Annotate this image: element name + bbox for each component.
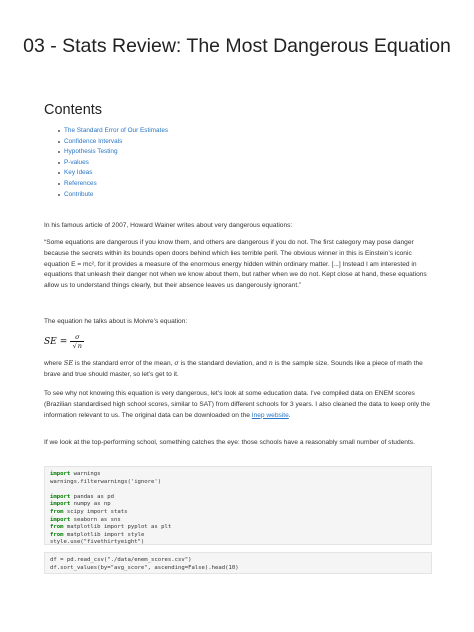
text-span: is the standard error of the mean, — [73, 360, 175, 367]
code-keyword: from — [50, 524, 64, 531]
moivre-equation — [44, 331, 84, 353]
intro-paragraph: In his famous article of 2007, Howard Wainer writes about very dangerous equations: — [44, 222, 293, 229]
code-keyword: import — [50, 516, 71, 523]
toc-link-references[interactable]: References — [64, 179, 168, 190]
code-line — [50, 524, 426, 532]
inep-website-link[interactable]: Inep website — [251, 411, 289, 419]
code-line — [50, 494, 426, 502]
code-line — [50, 565, 426, 573]
code-line — [50, 501, 426, 509]
equation-fraction — [70, 333, 84, 351]
code-text: matplotlib import pyplot as plt — [63, 524, 172, 531]
code-text — [50, 486, 53, 492]
code-text: df.sort_values(by="avg_score", ascending=False).head(10) — [50, 564, 239, 571]
code-cell-imports[interactable] — [44, 466, 432, 545]
toc-link-contribute[interactable]: Contribute — [64, 190, 168, 201]
text-span: is the standard deviation, and — [178, 360, 269, 367]
code-line — [50, 557, 426, 565]
equation-explanation-paragraph — [44, 358, 436, 381]
wainer-quote: “Some equations are dangerous if you know them, and others are dangerous if you do not. The first category may pose danger because the secrets within its bounds open doors behind which lies terrible peril. The obvious winner in this is Einstein’s iconic equation E = mc², for it provides a measure of the enormous energy hidden within ordinary matter. [...] Instead I am interested in equations that unleash their danger not when we know about them, but rather when we do not. Kept close at hand, these equations allow us to understand things clearly, but their absence leaves us dangerously ignorant.” — [44, 239, 427, 290]
code-line — [50, 517, 426, 525]
toc-link-hypothesis-testing[interactable]: Hypothesis Testing — [64, 147, 168, 158]
code-keyword: import — [50, 493, 71, 500]
code-text: matplotlib import style — [63, 531, 145, 538]
equation-equals: = — [59, 337, 68, 347]
text-span: . — [288, 411, 291, 419]
math-se: SE — [63, 359, 74, 367]
code-text: seaborn as sns — [70, 516, 121, 523]
code-keyword: import — [50, 501, 71, 508]
code-line — [50, 471, 426, 479]
code-line — [50, 479, 426, 487]
radicand: n — [77, 342, 82, 350]
text-span: To see why not knowing this equation is very dangerous, let’s look at some education data. I’ve compiled data on ENEM scores (Brazilian standardised high school scores, similar to SAT) from different schools for 3 years. I also cleaned the data to keep only the information relevant to us. The original data can be downloaded on the — [44, 390, 431, 419]
toc-link-standard-error[interactable]: The Standard Error of Our Estimates — [64, 126, 168, 137]
code-keyword: from — [50, 531, 64, 538]
code-line — [50, 486, 426, 494]
contents-heading: Contents — [44, 102, 103, 118]
math-sigma: σ — [174, 359, 179, 367]
toc-link-p-values[interactable]: P-values — [64, 158, 168, 169]
radical-sign: √ — [72, 342, 77, 350]
text-span: is the sample size. Sounds like a piece of math the brave and true should master, so let’s get to it. — [44, 360, 423, 378]
equation-denominator — [73, 342, 82, 351]
equation-lhs: SE — [44, 337, 57, 347]
toc-link-key-ideas[interactable]: Key Ideas — [64, 168, 168, 179]
code-cell-load-data[interactable] — [44, 552, 432, 574]
top-school-paragraph: If we look at the top-performing school, something catches the eye: those schools have a reasonably small number of students. — [44, 439, 415, 446]
code-text: warnings — [70, 471, 101, 477]
code-text: pandas as pd — [70, 493, 114, 500]
code-text: numpy as np — [70, 501, 111, 508]
toc-link-confidence-intervals[interactable]: Confidence Intervals — [64, 137, 168, 148]
equation-intro-paragraph: The equation he talks about is Moivre’s equation: — [44, 318, 188, 325]
page-title: 03 - Stats Review: The Most Dangerous Equation — [23, 35, 451, 57]
table-of-contents — [64, 126, 168, 200]
equation-numerator: σ — [75, 333, 80, 341]
code-keyword: import — [50, 471, 71, 477]
code-text: scipy import stats — [63, 508, 128, 515]
code-text: style.use("fivethirtyeight") — [50, 539, 145, 546]
math-n: n — [268, 359, 273, 367]
code-line — [50, 532, 426, 540]
code-text: df = pd.read_csv("./data/enem_scores.csv") — [50, 557, 192, 563]
code-line — [50, 539, 426, 547]
code-text: warnings.filterwarnings('ignore') — [50, 478, 162, 485]
code-keyword: from — [50, 508, 64, 515]
text-span: where — [44, 360, 64, 367]
code-line — [50, 509, 426, 517]
enem-data-paragraph — [44, 389, 436, 421]
